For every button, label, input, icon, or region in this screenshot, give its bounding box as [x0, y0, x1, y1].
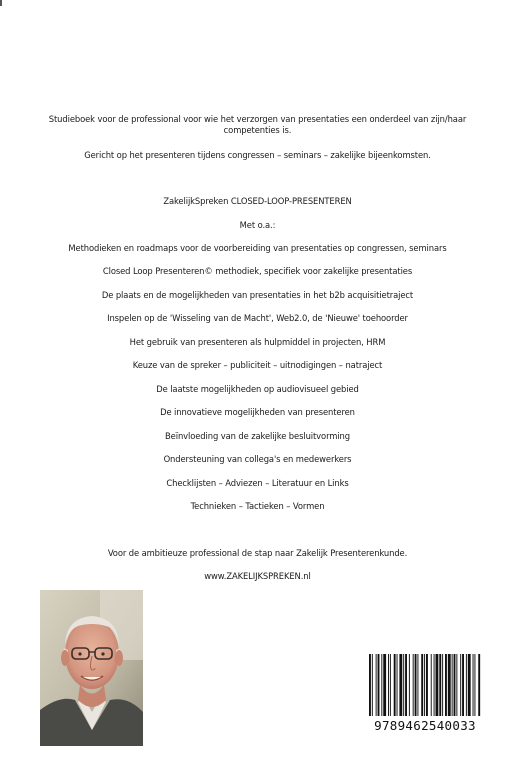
- feature-item: Ondersteuning van collega's en medewerkers: [163, 454, 352, 464]
- feature-item: Keuze van de spreker – publiciteit – uitnodigingen – natraject: [132, 360, 383, 370]
- website-link: www.ZAKELIJKSPREKEN.nl: [204, 571, 311, 581]
- book-heading: ZakelijkSpreken CLOSED-LOOP-PRESENTEREN: [163, 196, 352, 206]
- feature-item: Checklijsten – Adviezen – Literatuur en Links: [166, 478, 349, 488]
- book-subheading: Met o.a.:: [239, 220, 276, 230]
- feature-item: Methodieken en roadmaps voor de voorbereiding van presentaties op congressen, seminars: [68, 243, 447, 253]
- feature-item: Het gebruik van presenteren als hulpmiddel in projecten, HRM: [129, 337, 386, 347]
- intro-line-1: Studieboek voor de professional voor wie het verzorgen van presentaties een onderdeel van zijn/haar: [48, 114, 467, 124]
- feature-item: Closed Loop Presenteren© methodiek, specifiek voor zakelijke presentaties: [102, 266, 413, 276]
- feature-item: Beïnvloeding van de zakelijke besluitvorming: [165, 431, 350, 441]
- feature-item: De laatste mogelijkheden op audiovisueel gebied: [156, 384, 359, 394]
- corner-mark: [0, 0, 2, 6]
- closing-line: Voor de ambitieuze professional de stap naar Zakelijk Presenterenkunde.: [107, 548, 408, 558]
- feature-item: De innovatieve mogelijkheden van presenteren: [160, 407, 355, 417]
- isbn-number: 9789462540033: [374, 718, 476, 733]
- intro-line-3: Gericht op het presenteren tijdens congressen – seminars – zakelijke bijeenkomsten.: [84, 150, 431, 160]
- intro-line-2: competenties is.: [223, 125, 292, 135]
- feature-item: De plaats en de mogelijkheden van presentaties in het b2b acquisitietraject: [101, 290, 414, 300]
- author-photo: [40, 590, 143, 746]
- feature-item: Inspelen op de 'Wisseling van de Macht', Web2.0, de 'Nieuwe' toehoorder: [107, 313, 408, 323]
- feature-item: Technieken – Tactieken – Vormen: [190, 501, 325, 511]
